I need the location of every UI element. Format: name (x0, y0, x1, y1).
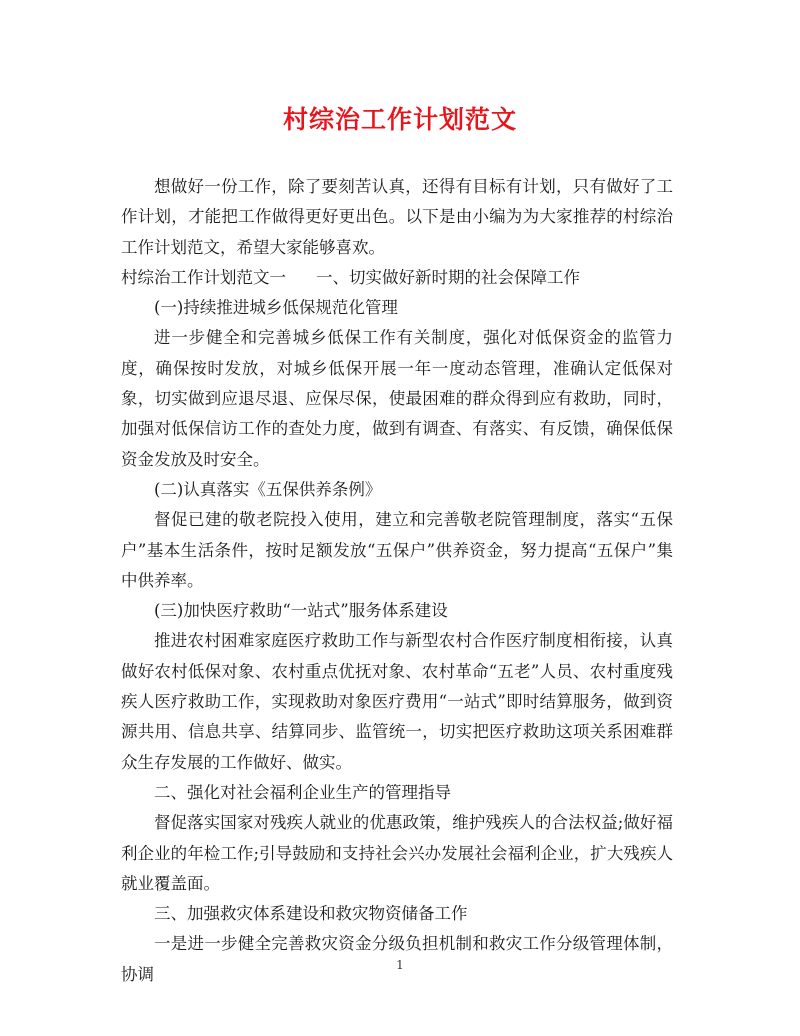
page-number: 1 (396, 958, 404, 972)
section-label: 村综治工作计划范文一 (121, 267, 286, 287)
item-heading: (二)认真落实《五保供养条例》 (154, 479, 382, 499)
document-title: 村综治工作计划范文 (282, 105, 517, 134)
item-paragraph: 进一步健全和完善城乡低保工作有关制度，强化对低保资金的监管力度，确保按时发放，对城乡低保开展一年一度动态管理，准确认定低保对象，切实做到应退尽退、应保尽保，使最困难的群众得到应有救助，同时，加强对低保信访工作的查处力度，做到有调查、有落实、有反馈，确保低保资金发放及时安全。 (121, 328, 673, 469)
item-paragraph: 督促已建的敬老院投入使用，建立和完善敬老院管理制度，落实“五保户”基本生活条件，按时足额发放“五保户”供养资金，努力提高“五保户”集中供养率。 (121, 510, 673, 590)
item-paragraph: 推进农村困难家庭医疗救助工作与新型农村合作医疗制度相衔接，认真做好农村低保对象、农村重点优抚对象、农村革命“五老”人员、农村重度残疾人医疗救助工作，实现救助对象医疗费用“一站式”即时结算服务，做到资源共用、信息共享、结算同步、监管统一，切实把医疗救助这项关系困难群众生存发展的工作做好、做实。 (121, 631, 673, 772)
section3-heading: 三、加强救灾体系建设和救灾物资储备工作 (154, 904, 468, 924)
section2-paragraph: 督促落实国家对残疾人就业的优惠政策，维护残疾人的合法权益;做好福利企业的年检工作;引导鼓励和支持社会兴办发展社会福利企业，扩大残疾人就业覆盖面。 (121, 813, 673, 893)
document-body (121, 172, 673, 990)
item-heading: (三)加快医疗救助“一站式”服务体系建设 (154, 601, 448, 621)
section3-paragraph: 一是进一步健全完善救灾资金分级负担机制和救灾工作分级管理体制，协调 (121, 934, 673, 984)
item-heading: (一)持续推进城乡低保规范化管理 (154, 298, 398, 318)
section-heading: 一、切实做好新时期的社会保障工作 (316, 267, 580, 287)
section2-heading: 二、强化对社会福利企业生产的管理指导 (154, 782, 451, 802)
intro-paragraph: 想做好一份工作，除了要刻苦认真，还得有目标有计划，只有做好了工作计划，才能把工作做得更好更出色。以下是由小编为为大家推荐的村综治工作计划范文，希望大家能够喜欢。 (121, 177, 673, 257)
section-line (121, 263, 673, 293)
